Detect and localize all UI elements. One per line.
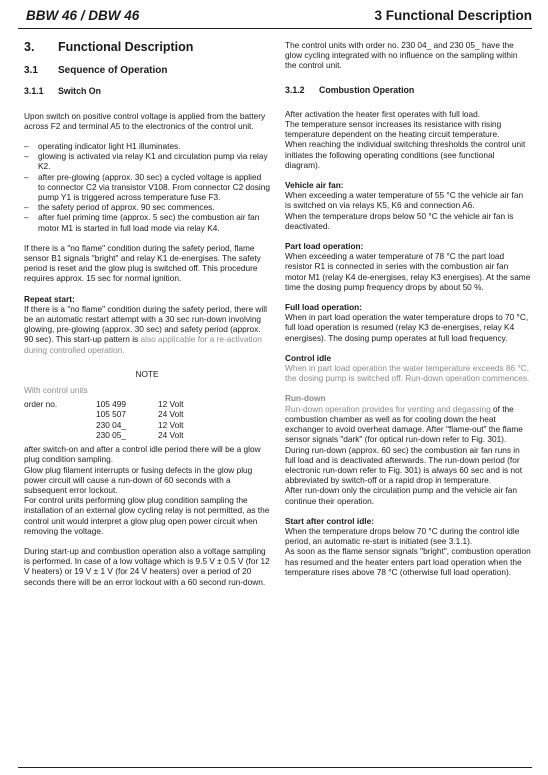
- step-text: glowing is activated via relay K1 and circulation pump via relay K2.: [38, 151, 268, 172]
- right-column: [285, 40, 531, 587]
- switch-on-number: 3.1.1: [24, 86, 44, 97]
- order-number: 105 507: [96, 409, 126, 420]
- run-down-paragraph: [285, 404, 531, 506]
- vehicle-fan-paragraph: When exceeding a water temperature of 55 °C the vehicle air fan is switched on via relays K5, K6 and connection A6. When the temperature drops below 50 °C the vehicle air fan is deactivated.: [285, 190, 524, 231]
- section-title: Functional Description: [58, 40, 194, 54]
- repeat-start-paragraph: [24, 304, 270, 355]
- subsection-heading: [24, 66, 270, 76]
- combustion-heading: [285, 85, 531, 95]
- run-down-text: of the combustion chamber as well as for cooling down the heat exchanger to avoid overheat damage. After "flame-out" the flame sensor signals "dark" (for optical run-down refer to Fig. 301). During run-down (approx. 60 sec) the combustion air fan runs in full load and is deactivated afterwards. The run-down period (for electronic run-down refer to Fig. 301) is always 60 sec and is not abbreviated by switch-off or a rapid drop in temperature. After run-down only the circulation pump and the vehicle air fan continue their operation.: [285, 403, 523, 506]
- run-down-heading: Run-down: [285, 393, 326, 404]
- combustion-title: Combustion Operation: [319, 84, 415, 95]
- order-label: order no.: [24, 399, 58, 410]
- run-down-faded-text: Run-down operation provides for venting and degassing: [285, 403, 491, 414]
- combustion-paragraph: After activation the heater first operates with full load. The temperature sensor increases its resistance with rising temperature dependent on the heating circuit temperature. When reaching the individual switching thresholds the control unit initiates the following operating conditions (see functional diagram).: [285, 108, 526, 170]
- page-header: [18, 6, 532, 28]
- glow-plug-sampling-paragraph: after switch-on and after a control idle period there will be a glow plug condition sampling. Glow plug filament interrupts or fusing defects in the glow plug power circuit will cause a run-down of 60 seconds with a subsequent error lockout. For control units performing glow plug condition sampling the installation of an external glow cycling relay is not permitted, as the control unit would interpret a glow plug open power circuit when removing the voltage.: [24, 444, 270, 536]
- subsection-title: Sequence of Operation: [58, 65, 168, 77]
- part-load-paragraph: When exceeding a water temperature of 78 °C the part load resistor R1 is connected in series with the combustion air fan motor M1 (relay K4 de-energises, relay K3 energises). At the same time the dosing pump frequency drops by about 50 %.: [285, 251, 531, 292]
- voltage: 24 Volt: [158, 429, 184, 440]
- subsection-number: 3.1: [24, 65, 38, 77]
- section-number: 3.: [24, 40, 35, 54]
- order-number: 230 04_: [96, 419, 126, 430]
- switch-on-steps: [24, 141, 270, 233]
- switch-on-heading: [24, 86, 270, 96]
- header-rule: [18, 28, 532, 29]
- voltage: 12 Volt: [158, 399, 184, 410]
- section-heading: [24, 42, 270, 52]
- table-row: [24, 430, 183, 440]
- order-number: 230 05_: [96, 429, 126, 440]
- no-flame-paragraph: If there is a "no flame" condition during the safety period, flame sensor B1 signals "bright" and relay K1 de-energises. The safety period is reset and the glow plug is switched off. This procedure requires approx. 15 sec for normal ignition.: [24, 242, 261, 284]
- table-row: [24, 420, 183, 430]
- footer-rule: [18, 767, 532, 768]
- step-text: the safety period of approx. 90 sec commences.: [38, 202, 215, 213]
- full-load-heading: Full load operation:: [285, 302, 362, 313]
- voltage: 12 Volt: [158, 419, 184, 430]
- combustion-number: 3.1.2: [285, 84, 305, 95]
- voltage-sampling-paragraph: During start-up and combustion operation also a voltage sampling is performed. In case of a low voltage which is 9.5 V ± 0.5 V (for 12 V heaters) or 19 V ± 1 V (for 24 V heaters) over a period of 20 seconds there will be an error lockout with a 60 second run-down.: [24, 545, 270, 587]
- order-number-table: [24, 399, 183, 440]
- left-column: [24, 40, 270, 597]
- step-text: after pre-glowing (approx. 30 sec) a cycled voltage is applied to connector C2 via transistor V108. From connector C2 dosing pump Y1 is triggered across temperature fuse F3.: [38, 171, 270, 203]
- vehicle-fan-heading: Vehicle air fan:: [285, 180, 344, 191]
- part-load-heading: Part load operation:: [285, 241, 364, 252]
- control-idle-heading: Control idle: [285, 352, 332, 363]
- list-item: – the safety period of approx. 90 sec commences.: [24, 202, 215, 213]
- manual-model: BBW 46 / DBW 46: [26, 8, 140, 23]
- step-text: operating indicator light H1 illuminates.: [38, 141, 181, 152]
- switch-on-title: Switch On: [58, 86, 102, 97]
- repeat-start-heading: Repeat start:: [24, 293, 75, 304]
- start-after-idle-heading: Start after control idle:: [285, 515, 374, 526]
- repeat-start-text: If there is a "no flame" condition during the safety period, there will be an automatic restart attempt with a 30 sec run-down involving glowing, pre-glowing (approx. 30 sec) and safety period (approx. 90 sec). This start-up pattern is: [24, 303, 267, 345]
- note-title: NOTE: [135, 368, 159, 379]
- voltage: 24 Volt: [158, 409, 184, 420]
- list-item: – after fuel priming time (approx. 5 sec) the combustion air fan motor M1 is started in full load mode via relay K4.: [24, 212, 270, 232]
- step-text: after fuel priming time (approx. 5 sec) the combustion air fan motor M1 is started in full load mode via relay K4.: [38, 212, 260, 233]
- order-number: 105 499: [96, 399, 126, 410]
- start-after-idle-paragraph: When the temperature drops below 70 °C during the control idle period, an automatic re-start is initiated (see 3.1.1). As soon as the flame sensor signals "bright", combustion operation has resumed and the heater enters part load operation when the temperature rises above 78 °C (otherwise full load operation).: [285, 525, 531, 577]
- list-item: – after pre-glowing (approx. 30 sec) a cycled voltage is applied to connector C2 via transistor V108. From connector C2 dosing pump Y1 is triggered across temperature fuse F3.: [24, 171, 270, 203]
- table-row: [24, 409, 183, 419]
- list-item: – operating indicator light H1 illuminates.: [24, 141, 181, 152]
- repeat-start-faded-text: also applicable for a re-activation during controlled operation.: [24, 334, 262, 355]
- intro-paragraph: Upon switch on positive control voltage is applied from the battery across F2 and terminal A5 to the electronics of the control unit.: [24, 110, 266, 131]
- list-item: – glowing is activated via relay K1 and circulation pump via relay K2.: [24, 151, 270, 171]
- full-load-paragraph: When in part load operation the water temperature drops to 70 °C, full load operation is resumed (relay K3 de-energises, relay K4 energises). The dosing pump operates at full load frequency.: [285, 312, 529, 343]
- glow-cycling-paragraph: The control units with order no. 230 04_ and 230 05_ have the glow cycling integrated with no influence on the sampling within the control unit.: [285, 40, 518, 71]
- chapter-title: 3 Functional Description: [374, 8, 532, 23]
- note-lead: With control units: [24, 385, 88, 396]
- table-row: [24, 399, 183, 409]
- control-idle-paragraph: When in part load operation the water temperature exceeds 86 °C, the dosing pump is switched off. Run-down operation commences.: [285, 363, 530, 384]
